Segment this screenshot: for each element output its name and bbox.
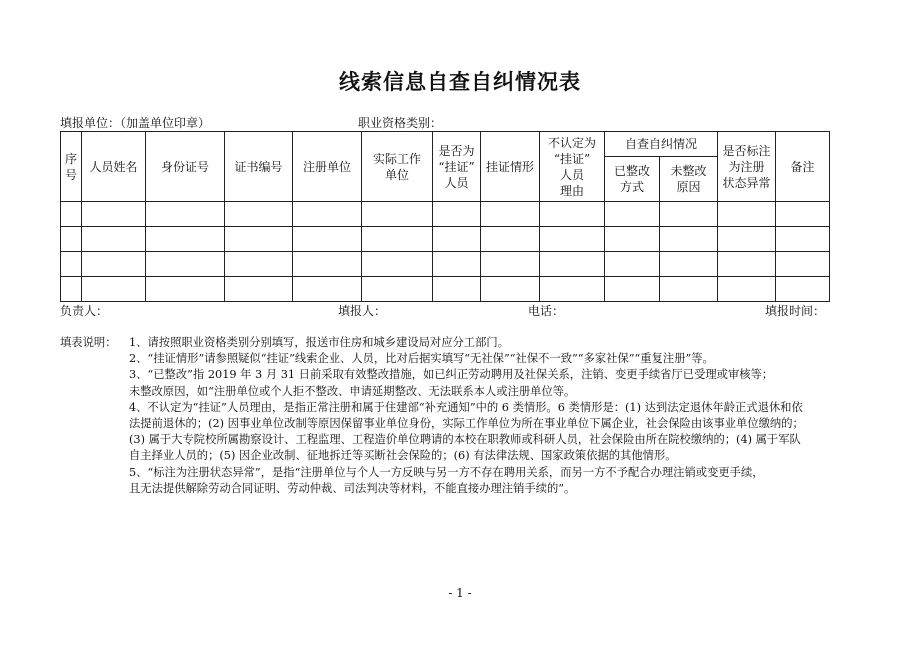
table-cell[interactable] xyxy=(776,252,830,277)
table-cell[interactable] xyxy=(481,277,540,302)
header-work-unit: 实际工作 单位 xyxy=(362,132,433,202)
table-row xyxy=(61,227,830,252)
table-cell[interactable] xyxy=(433,202,481,227)
table-cell[interactable] xyxy=(61,277,82,302)
table-cell[interactable] xyxy=(293,202,362,227)
table-cell[interactable] xyxy=(146,252,225,277)
table-cell[interactable] xyxy=(540,227,605,252)
table-cell[interactable] xyxy=(433,252,481,277)
note-4c: (3) 属于大专院校所属勘察设计、工程监理、工程造价单位聘请的本校在职教师或科研人员，社会保险由所在院校缴纳的；(4) 属于军队 xyxy=(129,433,801,447)
table-cell[interactable] xyxy=(293,227,362,252)
header-self-check: 自查自纠情况 xyxy=(605,132,718,157)
table-cell[interactable] xyxy=(605,227,660,252)
note-2: 2、“挂证情形”请参照疑似“挂证”线索企业、人员，比对后据实填写“无社保”“社保不一致”“多家社保”“重复注册”等。 xyxy=(129,352,714,366)
header-unrectified: 未整改 原因 xyxy=(660,157,718,202)
table-cell[interactable] xyxy=(362,277,433,302)
header-row-1 xyxy=(61,132,830,157)
table-row xyxy=(61,277,830,302)
table-cell[interactable] xyxy=(61,252,82,277)
filler-label: 填报人： xyxy=(338,304,387,318)
note-4a: 4、不认定为“挂证”人员理由，是指正常注册和属于住建部“补充通知”中的 6 类情形。6 类情形是：(1) 达到法定退休年龄正式退休和依 xyxy=(129,400,803,414)
table-cell[interactable] xyxy=(146,277,225,302)
table-cell[interactable] xyxy=(481,252,540,277)
table-cell[interactable] xyxy=(718,202,776,227)
header-is-gz: 是否为 “挂证” 人员 xyxy=(433,132,481,202)
form-title: 线索信息自查自纠情况表 xyxy=(339,70,581,94)
table-cell[interactable] xyxy=(776,202,830,227)
table-cell[interactable] xyxy=(660,252,718,277)
table-cell[interactable] xyxy=(293,252,362,277)
qualification-category-label: 职业资格类别： xyxy=(358,116,443,130)
table-cell[interactable] xyxy=(433,277,481,302)
table-cell[interactable] xyxy=(225,227,293,252)
table-cell[interactable] xyxy=(82,202,146,227)
table-cell[interactable] xyxy=(660,202,718,227)
header-not-gz-reason: 不认定为 “挂证” 人员 理由 xyxy=(540,132,605,202)
note-5b: 且无法提供解除劳动合同证明、劳动仲裁、司法判决等材料，不能直接办理注销手续的”。 xyxy=(129,481,576,495)
table-row xyxy=(61,252,830,277)
table-body xyxy=(61,202,830,302)
table-cell[interactable] xyxy=(776,227,830,252)
header-id-card: 身份证号 xyxy=(146,132,225,202)
header-name: 人员姓名 xyxy=(82,132,146,202)
table-cell[interactable] xyxy=(540,252,605,277)
table-cell[interactable] xyxy=(605,252,660,277)
note-1: 1、请按照职业资格类别分别填写，报送市住房和城乡建设局对应分工部门。 xyxy=(129,336,509,349)
table-cell[interactable] xyxy=(540,202,605,227)
header-abnormal: 是否标注 为注册 状态异常 xyxy=(718,132,776,202)
table-cell[interactable] xyxy=(433,227,481,252)
note-5a: 5、“标注为注册状态异常”，是指“注册单位与个人一方反映与另一方不存在聘用关系，而另一方不予配合办理注销或变更手续， xyxy=(129,465,764,479)
page-number: - 1 - xyxy=(448,586,472,600)
table-cell[interactable] xyxy=(293,277,362,302)
table-cell[interactable] xyxy=(82,252,146,277)
header-cert-no: 证书编号 xyxy=(225,132,293,202)
table-cell[interactable] xyxy=(718,277,776,302)
table-cell[interactable] xyxy=(481,227,540,252)
table-cell[interactable] xyxy=(61,227,82,252)
table-cell[interactable] xyxy=(776,277,830,302)
table-cell[interactable] xyxy=(718,227,776,252)
table-cell[interactable] xyxy=(146,202,225,227)
header-reg-unit: 注册单位 xyxy=(293,132,362,202)
note-4b: 法提前退休的；(2) 因事业单位改制等原因保留事业单位身份，实际工作单位为所在事业单位下属企业，社会保险由该事业单位缴纳的； xyxy=(129,417,804,431)
instructions xyxy=(60,335,835,497)
table-cell[interactable] xyxy=(82,227,146,252)
table-cell[interactable] xyxy=(61,202,82,227)
table-cell[interactable] xyxy=(362,227,433,252)
header-seq: 序 号 xyxy=(61,132,82,202)
table-cell[interactable] xyxy=(605,202,660,227)
self-check-table xyxy=(60,131,830,302)
note-3b: 未整改原因，如“注册单位或个人拒不整改、申请延期整改、无法联系本人或注册单位等。 xyxy=(129,384,576,398)
table-cell[interactable] xyxy=(605,277,660,302)
fill-date-label: 填报时间： xyxy=(765,304,826,318)
table-cell[interactable] xyxy=(82,277,146,302)
table-cell[interactable] xyxy=(146,227,225,252)
table-cell[interactable] xyxy=(225,202,293,227)
table-cell[interactable] xyxy=(660,277,718,302)
responsible-person-label: 负责人： xyxy=(60,304,109,318)
header-remarks: 备注 xyxy=(776,132,830,202)
table-cell[interactable] xyxy=(481,202,540,227)
table-cell[interactable] xyxy=(225,252,293,277)
table-cell[interactable] xyxy=(718,252,776,277)
table-cell[interactable] xyxy=(362,202,433,227)
note-3a: 3、“已整改”指 2019 年 3 月 31 日前采取有效整改措施，如已纠正劳动聘用及社保关系，注销、变更手续省厅已受理或审核等； xyxy=(129,368,774,382)
table-cell[interactable] xyxy=(362,252,433,277)
phone-label: 电话： xyxy=(528,304,565,318)
table-row xyxy=(61,202,830,227)
header-rectified: 已整改 方式 xyxy=(605,157,660,202)
table-cell[interactable] xyxy=(540,277,605,302)
instructions-label: 填表说明： xyxy=(60,336,117,349)
table-cell[interactable] xyxy=(225,277,293,302)
note-4d: 自主择业人员的；(5) 因企业改制、征地拆迁等买断社会保险的；(6) 有法律法规、国家政策依据的其他情形。 xyxy=(129,449,677,463)
table-cell[interactable] xyxy=(660,227,718,252)
reporting-unit-label: 填报单位：（加盖单位印章） xyxy=(60,116,211,130)
header-gz-situation: 挂证情形 xyxy=(481,132,540,202)
